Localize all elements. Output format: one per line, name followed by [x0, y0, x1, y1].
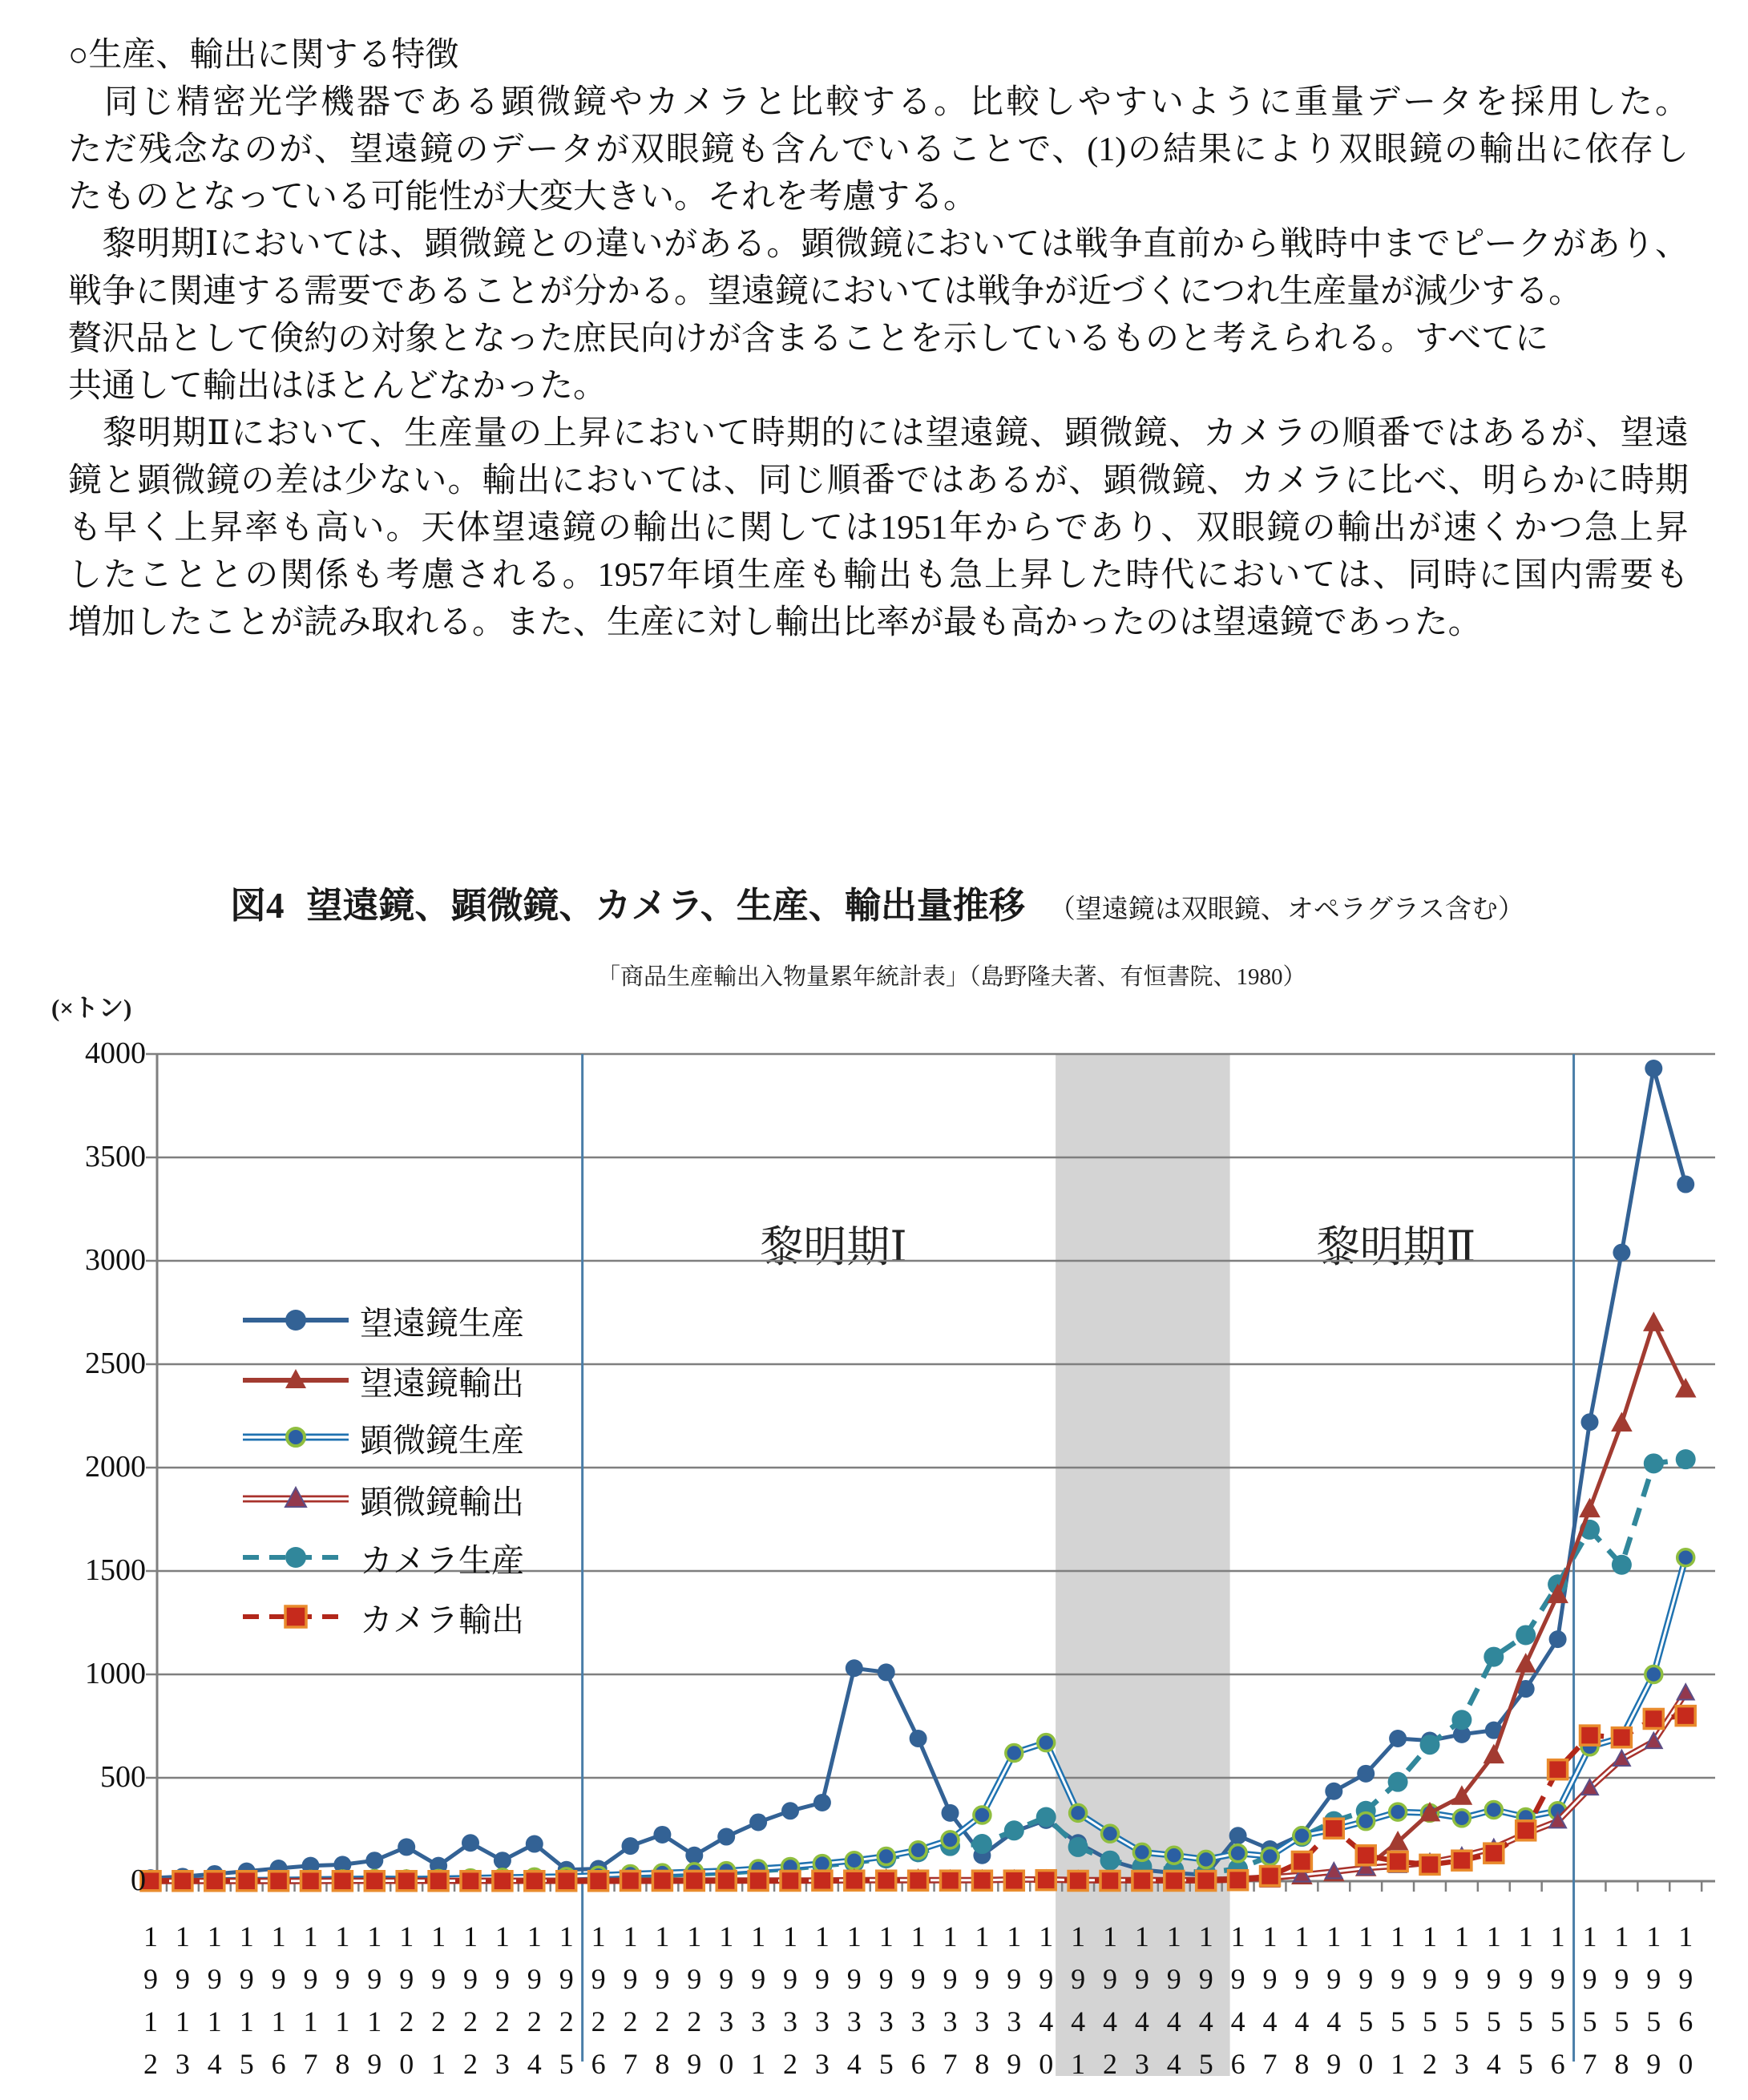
data-point-marker	[684, 1871, 704, 1890]
data-point-marker	[1388, 1772, 1408, 1792]
data-point-marker	[1677, 1176, 1694, 1193]
data-point-marker	[1420, 1855, 1439, 1874]
data-point-marker	[557, 1872, 576, 1891]
figure-title-text: 望遠鏡、顕微鏡、カメラ、生産、輸出量推移	[306, 886, 1025, 926]
data-point-marker	[942, 1804, 959, 1822]
legend-item	[243, 1358, 524, 1403]
data-point-marker	[1229, 1845, 1246, 1862]
data-point-marker	[1356, 1846, 1375, 1865]
data-point-marker	[1229, 1827, 1247, 1844]
data-point-marker	[972, 1834, 992, 1854]
series-line	[151, 1068, 1685, 1878]
x-axis-year-label: 1 9 5 6	[1550, 1920, 1565, 2080]
data-point-marker	[1645, 1666, 1662, 1683]
data-point-marker	[398, 1838, 415, 1856]
legend-label: 顕微鏡輸出	[360, 1483, 524, 1520]
x-axis-year-label: 1 9 4 8	[1294, 1920, 1310, 2080]
data-point-marker	[526, 1835, 543, 1853]
y-axis-label: 4000	[85, 1036, 146, 1070]
data-point-marker	[1581, 1413, 1599, 1431]
data-point-marker	[589, 1872, 608, 1891]
data-point-marker	[1036, 1871, 1056, 1890]
x-axis-year-label: 1 9 4 6	[1230, 1920, 1245, 2080]
x-axis-year-label: 1 9 2 9	[687, 1920, 702, 2080]
data-point-marker	[173, 1872, 192, 1891]
data-point-marker	[1358, 1813, 1375, 1830]
data-point-marker	[1324, 1819, 1343, 1838]
data-point-marker	[1645, 1060, 1662, 1077]
annotation-dawn-period-1: 黎明期Ⅰ	[760, 1223, 907, 1271]
data-point-marker	[1036, 1807, 1056, 1827]
x-axis-year-label: 1 9 4 9	[1326, 1920, 1342, 2080]
data-point-marker	[909, 1871, 928, 1890]
data-point-marker	[1102, 1825, 1119, 1842]
data-point-marker	[1676, 1706, 1695, 1726]
data-point-marker	[1580, 1726, 1600, 1745]
data-point-marker	[1612, 1555, 1632, 1575]
legend-label: 望遠鏡輸出	[360, 1364, 524, 1402]
doc-line: ただ残念なのが、望遠鏡のデータが双眼鏡も含んでいることで、(1)の結果により双眼鏡の輸出に依存し	[68, 131, 1689, 168]
data-point-marker	[1484, 1647, 1504, 1667]
data-point-marker	[1262, 1848, 1278, 1865]
x-axis-year-label: 1 9 3 8	[975, 1920, 990, 2080]
y-axis-label: 3500	[85, 1140, 146, 1173]
doc-line: 戦争に関連する需要であることが分かる。望遠鏡においては戦争が近づくにつれ生産量が減少する。	[68, 273, 1583, 310]
data-point-marker	[652, 1871, 672, 1890]
data-point-marker	[1068, 1837, 1088, 1857]
data-point-marker	[846, 1659, 863, 1677]
data-point-marker	[1515, 1653, 1536, 1673]
legend-key-dashed-circle-icon	[243, 1537, 349, 1578]
doc-line: 鏡と顕微鏡の差は少ない。輸出においては、同じ順番ではあるが、顕微鏡、カメラに比べ、明らかに時期	[68, 462, 1689, 499]
x-axis-year-label: 1 9 4 2	[1103, 1920, 1117, 2080]
doc-line: 黎明期Ⅰにおいては、顕微鏡との違いがある。顕微鏡においては戦争直前から戦時中までピークがあり、	[68, 226, 1689, 263]
data-point-marker	[1068, 1871, 1088, 1890]
data-point-marker	[1389, 1730, 1407, 1747]
data-point-marker	[941, 1871, 960, 1890]
y-axis-label: 2500	[85, 1347, 146, 1380]
x-axis-year-label: 1 9 5 3	[1454, 1920, 1469, 2080]
data-point-marker	[1390, 1803, 1407, 1820]
legend-item	[243, 1298, 524, 1343]
x-axis-year-label: 1 9 3 2	[783, 1920, 797, 2080]
data-point-marker	[1100, 1871, 1120, 1890]
data-point-marker	[1548, 1760, 1568, 1779]
x-axis-year-label: 1 9 1 6	[271, 1920, 286, 2080]
y-axis-label: 1500	[85, 1553, 146, 1587]
data-point-marker	[1229, 1871, 1248, 1890]
data-point-marker	[365, 1852, 383, 1869]
data-point-marker	[1485, 1801, 1502, 1818]
x-axis-year-label: 1 9 4 0	[1039, 1920, 1054, 2080]
data-point-marker	[1453, 1810, 1470, 1827]
data-point-marker	[942, 1831, 959, 1848]
legend-label: 望遠鏡生産	[360, 1304, 524, 1342]
data-point-marker	[1388, 1852, 1407, 1871]
x-axis-year-label: 1 9 5 8	[1614, 1920, 1629, 2080]
x-axis-year-label: 1 9 2 2	[463, 1920, 478, 2080]
doc-line: 増加したことが読み取れる。また、生産に対し輸出比率が最も高かったのは望遠鏡であった。	[68, 604, 1482, 641]
data-point-marker	[1070, 1804, 1087, 1821]
data-point-marker	[1197, 1871, 1216, 1890]
data-point-marker	[1516, 1821, 1536, 1840]
y-axis-unit-label: (×トン)	[51, 994, 132, 1022]
data-point-marker	[493, 1872, 512, 1891]
x-axis-year-label: 1 9 5 2	[1423, 1920, 1437, 2080]
doc-line: たものとなっている可能性が大変大きい。それを考慮する。	[68, 179, 978, 216]
x-axis-year-label: 1 9 3 6	[910, 1920, 926, 2080]
y-axis-label: 3000	[85, 1243, 146, 1277]
doc-line: 同じ精密光学機器である顕微鏡やカメラと比較する。比較しやすいように重量データを採用した。	[68, 84, 1689, 121]
y-axis-label: 2000	[85, 1450, 146, 1484]
x-axis-year-label: 1 9 1 7	[303, 1920, 318, 2080]
data-point-marker	[1292, 1852, 1311, 1871]
data-point-marker	[974, 1807, 991, 1823]
data-point-marker	[1006, 1745, 1023, 1762]
x-axis-year-label: 1 9 4 1	[1071, 1920, 1086, 2080]
data-point-marker	[877, 1871, 896, 1890]
data-point-marker	[1484, 1844, 1504, 1863]
data-point-marker	[1549, 1630, 1567, 1648]
data-point-marker	[1613, 1244, 1630, 1262]
data-point-marker	[1357, 1765, 1375, 1783]
data-point-marker	[1612, 1728, 1631, 1747]
data-point-marker	[1579, 1498, 1601, 1518]
x-axis-year-label: 1 9 1 2	[143, 1920, 158, 2080]
data-point-marker	[1675, 1378, 1697, 1398]
doc-line: 黎明期Ⅱにおいて、生産量の上昇において時期的には望遠鏡、顕微鏡、カメラの順番ではあるが、望遠	[68, 415, 1689, 452]
data-point-marker	[1165, 1871, 1184, 1890]
data-point-marker	[1677, 1549, 1694, 1566]
legend-key-double-triangle-icon	[243, 1478, 349, 1520]
x-axis-year-label: 1 9 3 5	[878, 1920, 894, 2080]
data-point-marker	[1100, 1851, 1120, 1871]
x-axis-year-label: 1 9 3 9	[1007, 1920, 1022, 2080]
data-point-marker	[1644, 1709, 1663, 1728]
data-point-marker	[910, 1730, 927, 1747]
legend-item	[243, 1415, 524, 1460]
data-point-marker	[717, 1828, 735, 1846]
figure-number: 図4	[230, 886, 285, 926]
data-point-marker	[237, 1872, 256, 1891]
data-point-marker	[1004, 1820, 1024, 1840]
x-axis-year-label: 1 9 6 0	[1678, 1920, 1694, 2080]
x-axis-year-label: 1 9 4 3	[1134, 1920, 1149, 2080]
doc-line: 共通して輸出はほとんどなかった。	[68, 368, 608, 405]
x-axis-year-label: 1 9 1 4	[207, 1920, 222, 2080]
data-point-marker	[1644, 1453, 1664, 1473]
data-point-marker	[1420, 1735, 1440, 1755]
annotation-dawn-period-2: 黎明期Ⅱ	[1316, 1223, 1476, 1271]
x-axis-year-label: 1 9 2 1	[431, 1920, 446, 2080]
x-axis-year-label: 1 9 4 4	[1166, 1920, 1181, 2080]
data-point-marker	[1325, 1783, 1342, 1800]
data-point-marker	[1294, 1827, 1310, 1844]
doc-line: 贅沢品として倹約の対象となった庶民向けが含まることを示しているものと考えられる。すべてに	[68, 321, 1549, 357]
legend-label: 顕微鏡生産	[360, 1421, 524, 1459]
x-axis-year-label: 1 9 5 0	[1358, 1920, 1374, 2080]
x-axis-year-label: 1 9 4 7	[1262, 1920, 1278, 2080]
x-axis-year-label: 1 9 4 5	[1198, 1920, 1213, 2080]
x-axis-year-label: 1 9 2 0	[399, 1920, 414, 2080]
x-axis-year-label: 1 9 2 8	[655, 1920, 670, 2080]
x-axis-year-label: 1 9 2 7	[623, 1920, 638, 2080]
x-axis-year-label: 1 9 2 3	[495, 1920, 510, 2080]
data-point-marker	[846, 1852, 862, 1869]
x-axis-year-label: 1 9 3 1	[751, 1920, 766, 2080]
data-point-marker	[1133, 1844, 1150, 1860]
x-axis-year-label: 1 9 3 7	[943, 1920, 958, 2080]
x-axis-year-label: 1 9 3 3	[814, 1920, 830, 2080]
y-axis-label: 500	[100, 1760, 146, 1794]
data-point-marker	[269, 1872, 289, 1891]
legend-key-solid-triangle-icon	[243, 1359, 349, 1401]
data-point-marker	[525, 1872, 544, 1891]
legend-item	[243, 1535, 524, 1580]
doc-line: ○生産、輸出に関する特徴	[68, 37, 459, 74]
legend-label: カメラ輸出	[360, 1601, 524, 1638]
data-point-marker	[749, 1813, 767, 1831]
data-point-marker	[1611, 1412, 1633, 1432]
x-axis-year-label: 1 9 5 5	[1518, 1920, 1533, 2080]
x-axis-year-label: 1 9 1 5	[239, 1920, 254, 2080]
legend-key-double-circle-ring-icon	[243, 1416, 349, 1458]
data-point-marker	[1004, 1871, 1023, 1890]
x-axis-year-label: 1 9 1 9	[367, 1920, 382, 2080]
data-point-marker	[1643, 1311, 1665, 1331]
data-point-marker	[397, 1872, 416, 1891]
x-axis-year-label: 1 9 2 5	[559, 1920, 574, 2080]
data-point-marker	[813, 1871, 832, 1890]
data-point-marker	[878, 1663, 895, 1681]
data-point-marker	[1516, 1625, 1536, 1645]
data-point-marker	[1451, 1710, 1471, 1730]
data-point-marker	[462, 1834, 479, 1852]
data-point-marker	[910, 1842, 926, 1859]
data-point-marker	[717, 1871, 736, 1890]
legend-key-solid-circle-icon	[243, 1299, 349, 1341]
series-望遠鏡生産	[142, 1060, 1694, 1887]
data-point-marker	[781, 1871, 800, 1890]
data-point-marker	[1197, 1851, 1214, 1868]
data-point-marker	[749, 1871, 768, 1890]
data-point-marker	[205, 1872, 224, 1891]
data-point-marker	[461, 1872, 480, 1891]
data-point-marker	[621, 1871, 640, 1890]
x-axis-year-label: 1 9 2 6	[591, 1920, 606, 2080]
data-point-marker	[878, 1848, 894, 1865]
data-point-marker	[781, 1802, 799, 1819]
data-point-marker	[653, 1826, 671, 1844]
data-point-marker	[301, 1872, 321, 1891]
data-point-marker	[813, 1794, 831, 1811]
figure-title-note: （望遠鏡は双眼鏡、オペラグラス含む）	[1048, 895, 1524, 924]
x-axis-year-label: 1 9 2 4	[527, 1920, 542, 2080]
data-point-marker	[1038, 1735, 1055, 1751]
legend-key-dashed-square-icon	[243, 1596, 349, 1638]
data-point-marker	[1261, 1867, 1280, 1886]
x-axis-year-label: 1 9 1 8	[335, 1920, 350, 2080]
x-axis-year-label: 1 9 3 4	[846, 1920, 862, 2080]
x-axis-year-label: 1 9 5 4	[1486, 1920, 1501, 2080]
legend-item	[243, 1476, 524, 1521]
x-axis-year-label: 1 9 3 0	[719, 1920, 734, 2080]
data-point-marker	[1676, 1449, 1696, 1469]
y-axis-label: 0	[131, 1864, 146, 1897]
data-point-marker	[333, 1872, 352, 1891]
data-point-marker	[1677, 1684, 1694, 1699]
legend-label: カメラ生産	[360, 1541, 524, 1579]
data-point-marker	[1452, 1851, 1471, 1870]
y-axis-label: 1000	[85, 1657, 146, 1690]
doc-line: したこととの関係も考慮される。1957年頃生産も輸出も急上昇した時代においては、同時に国内需要も	[68, 557, 1689, 594]
x-axis-year-label: 1 9 1 3	[175, 1920, 190, 2080]
data-point-marker	[429, 1872, 448, 1891]
figure-source: 「商品生産輸出入物量累年統計表」（島野隆夫著、有恒書院、1980）	[597, 964, 1306, 990]
x-axis-year-label: 1 9 5 1	[1391, 1920, 1406, 2080]
data-point-marker	[622, 1837, 640, 1855]
data-point-marker	[1165, 1847, 1182, 1864]
data-point-marker	[1484, 1744, 1505, 1764]
x-axis-year-label: 1 9 5 9	[1646, 1920, 1661, 2080]
data-point-marker	[685, 1847, 703, 1864]
data-point-marker	[845, 1871, 864, 1890]
data-point-marker	[1132, 1871, 1152, 1890]
doc-line: も早く上昇率も高い。天体望遠鏡の輸出に関しては1951年からであり、双眼鏡の輸出が速くかつ急上昇	[68, 510, 1689, 547]
data-point-marker	[365, 1872, 384, 1891]
data-point-marker	[972, 1871, 991, 1890]
legend-item	[243, 1594, 524, 1639]
x-axis-year-label: 1 9 5 7	[1582, 1920, 1597, 2080]
data-point-marker	[494, 1852, 511, 1869]
